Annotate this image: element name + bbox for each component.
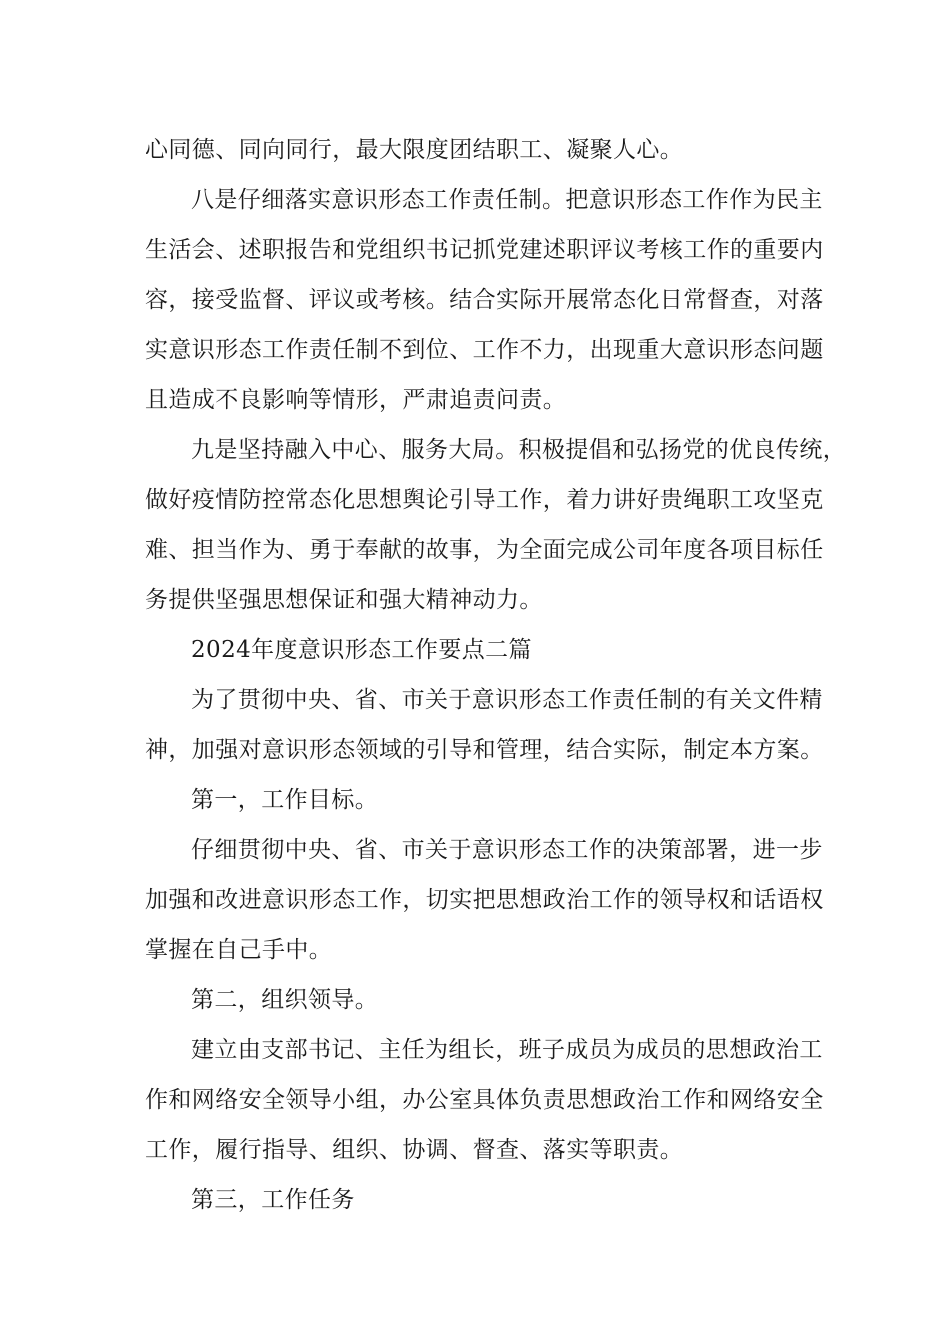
text-line: 心同德、同向同行，最大限度团结职工、凝聚人心。 [145, 137, 684, 163]
heading-work-tasks: 第三，工作任务 [191, 1187, 355, 1213]
organization-paragraph-line: 建立由支部书记、主任为组长，班子成员为成员的思想政治工 [191, 1037, 823, 1063]
section-title: 2024年度意识形态工作要点二篇 [191, 637, 532, 663]
text-line: 神，加强对意识形态领域的引导和管理，结合实际，制定本方案。 [145, 737, 824, 763]
text-line: 实意识形态工作责任制不到位、工作不力，出现重大意识形态问题 [145, 337, 824, 363]
text-line: 加强和改进意识形态工作，切实把思想政治工作的领导权和话语权 [145, 887, 824, 913]
text-line: 且造成不良影响等情形，严肃追责问责。 [145, 387, 567, 413]
heading-work-goals: 第一，工作目标。 [191, 787, 379, 813]
goals-paragraph-line: 仔细贯彻中央、省、市关于意识形态工作的决策部署，进一步 [191, 837, 823, 863]
intro-paragraph-line: 为了贯彻中央、省、市关于意识形态工作责任制的有关文件精 [191, 687, 823, 713]
paragraph-9-heading-line: 九是坚持融入中心、服务大局。积极提倡和弘扬党的优良传统， [191, 437, 847, 463]
text-line: 难、担当作为、勇于奉献的故事，为全面完成公司年度各项目标任 [145, 537, 824, 563]
text-line: 掌握在自己手中。 [145, 937, 333, 963]
text-line: 作和网络安全领导小组，办公室具体负责思想政治工作和网络安全 [145, 1087, 824, 1113]
paragraph-8-heading-line: 八是仔细落实意识形态工作责任制。把意识形态工作作为民主 [191, 187, 823, 213]
text-line: 务提供坚强思想保证和强大精神动力。 [145, 587, 543, 613]
text-line: 容，接受监督、评议或考核。结合实际开展常态化日常督查，对落 [145, 287, 824, 313]
text-line: 做好疫情防控常态化思想舆论引导工作，着力讲好贵绳职工攻坚克 [145, 487, 824, 513]
heading-organization: 第二，组织领导。 [191, 987, 379, 1013]
text-line: 生活会、述职报告和党组织书记抓党建述职评议考核工作的重要内 [145, 237, 824, 263]
text-line: 工作，履行指导、组织、协调、督查、落实等职责。 [145, 1137, 684, 1163]
